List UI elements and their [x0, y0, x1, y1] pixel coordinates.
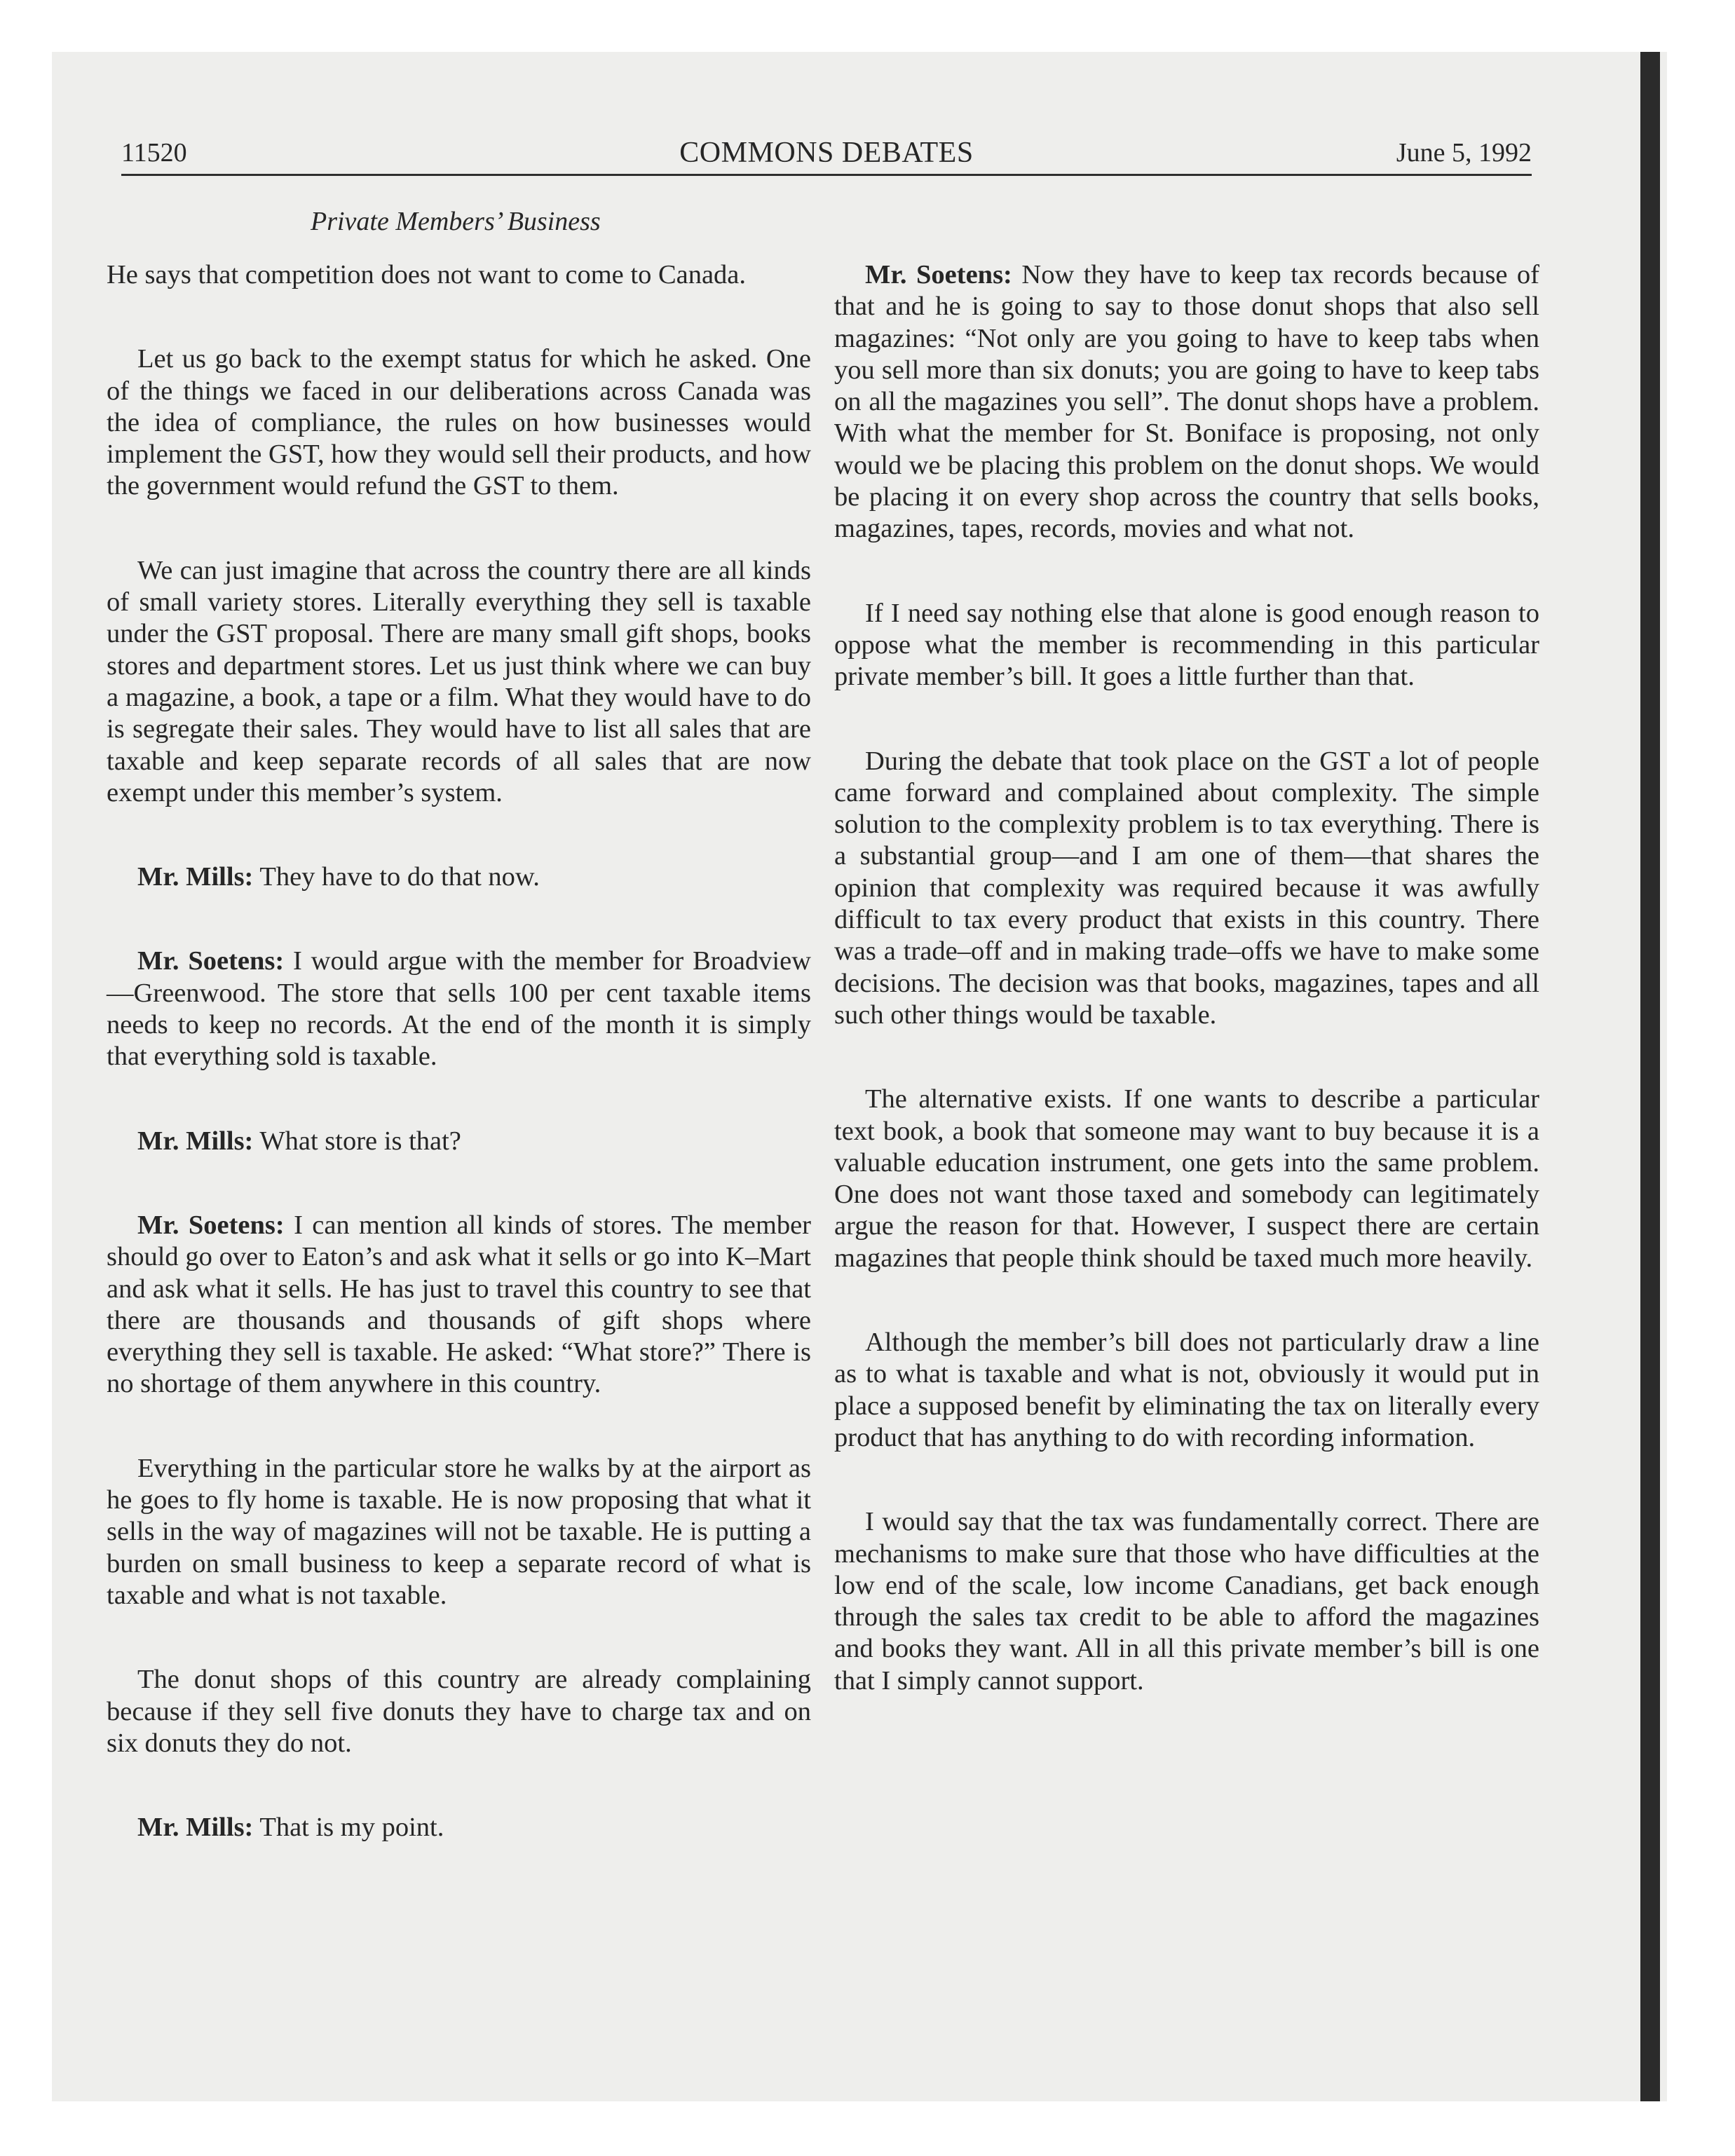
journal-title: COMMONS DEBATES: [679, 137, 974, 169]
paragraph: [107, 1812, 811, 1843]
paragraph-text: We can just imagine that across the country there are all kinds of small variety stores. Literally everything they sell is taxable under the GST proposal. There are many small gift shops, books stores and department stores. Let us just think where we can buy a magazine, a book, a tape or a film. What they would have to do is segregate their sales. They would have to list all sales that are taxable and keep separate records of all sales that are now exempt under this member’s system.: [107, 555, 811, 807]
paragraph: [107, 946, 811, 1072]
speaker-name: Mr. Mills:: [137, 1813, 254, 1843]
section-title: Private Members’ Business: [311, 207, 601, 236]
paragraph-text: During the debate that took place on the GST a lot of people came forward and complained about complexity. The simple solution to the complexity problem is to tax everything. There is a substantial group—and I am one of them—that shares the opinion that complexity was required because it was awfully difficult to tax every product that exists in this country. There was a trade–off and in making trade–offs we have to make some decisions. The decision was that books, magazines, tapes and all such other things would be taxable.: [834, 746, 1539, 1030]
paragraph-text: I can mention all kinds of stores. The member should go over to Eaton’s and ask what it sells or go into K–Mart and ask what it sells. He has just to travel this country to see that there are thousands and thousands of gift shops where everything they sell is taxable. He asked: “What store?” There is no shortage of them anywhere in this country.: [107, 1210, 811, 1399]
speaker-name: Mr. Soetens:: [137, 1210, 285, 1240]
paragraph: [834, 598, 1539, 693]
paragraph-text: Let us go back to the exempt status for which he asked. One of the things we faced in our deliberations across Canada was the idea of compliance, the rules on how businesses would implement the GST, how they would sell their products, and how the government would refund the GST to them.: [107, 344, 811, 501]
paragraph-text: They have to do that now.: [259, 862, 540, 892]
paragraph: [834, 1084, 1539, 1274]
paragraph: [107, 555, 811, 809]
speaker-name: Mr. Mills:: [137, 862, 254, 892]
paragraph: [834, 1327, 1539, 1454]
paragraph: [107, 1453, 811, 1611]
paragraph-text: Everything in the particular store he walks by at the airport as he goes to fly home is taxable. He is now proposing that what it sells in the way of magazines will not be taxable. He is putting a burden on small business to keep a separate record of what is taxable and what is not taxable.: [107, 1453, 811, 1610]
paragraph: [107, 861, 811, 893]
speaker-name: Mr. Soetens:: [137, 946, 285, 976]
header-rule: [121, 174, 1532, 176]
paragraph-text: What store is that?: [259, 1126, 461, 1156]
left-column: [107, 259, 811, 1896]
paragraph: [107, 343, 811, 502]
speaker-name: Mr. Soetens:: [865, 260, 1012, 289]
page-number: 11520: [121, 138, 187, 168]
header-date: June 5, 1992: [1396, 138, 1532, 168]
page-header: [121, 132, 1532, 174]
paragraph-text: The donut shops of this country are already complaining because if they sell five donuts they have to charge tax and on six donuts they do not.: [107, 1665, 811, 1758]
paragraph-text: I would say that the tax was fundamentally correct. There are mechanisms to make sure that those who have difficulties at the low end of the scale, low income Canadians, get back enough through the sales tax credit to be able to afford the magazines and books they want. All in all this private member’s bill is one that I simply cannot support.: [834, 1507, 1539, 1696]
paragraph-text: That is my point.: [259, 1813, 444, 1843]
scan-edge-shadow: [1640, 52, 1660, 2101]
paragraph: [834, 746, 1539, 1032]
paragraph-text: Although the member’s bill does not particularly draw a line as to what is taxable and what is not, obviously it would put in place a supposed benefit by eliminating the tax on literally every product that has anything to do with recording information.: [834, 1328, 1539, 1452]
paragraph: [834, 1506, 1539, 1697]
paragraph-text: He says that competition does not want to come to Canada.: [107, 260, 747, 289]
paragraph: [107, 1126, 811, 1157]
right-column: [834, 259, 1539, 1749]
paragraph: [107, 259, 811, 291]
paragraph-text: If I need say nothing else that alone is good enough reason to oppose what the member is recommending in this particular private member’s bill. It goes a little further than that.: [834, 598, 1539, 692]
paragraph-text: Now they have to keep tax records because of that and he is going to say to those donut shops that also sell magazines: “Not only are you going to have to keep tabs when you sell more than six donuts; you are going to have to keep tabs on all the magazines you sell”. The donut shops have a problem. With what the member for St. Boniface is proposing, not only would we be placing this problem on the donut shops. We would be placing it on every shop across the country that sells books, magazines, tapes, records, movies and what not.: [834, 260, 1539, 544]
paragraph-text: The alternative exists. If one wants to describe a particular text book, a book that someone may want to buy because it is a valuable education instrument, one gets into the same problem. One does not want those taxed and somebody can legitimately argue the reason for that. However, I suspect there are certain magazines that people think should be taxed much more heavily.: [834, 1084, 1539, 1273]
paragraph-text: I would argue with the member for Broadview—Greenwood. The store that sells 100 per cent taxable items needs to keep no records. At the end of the month it is simply that everything sold is taxable.: [107, 946, 811, 1072]
speaker-name: Mr. Mills:: [137, 1126, 254, 1156]
paragraph: [107, 1210, 811, 1400]
paragraph: [107, 1664, 811, 1759]
paragraph: [834, 259, 1539, 545]
